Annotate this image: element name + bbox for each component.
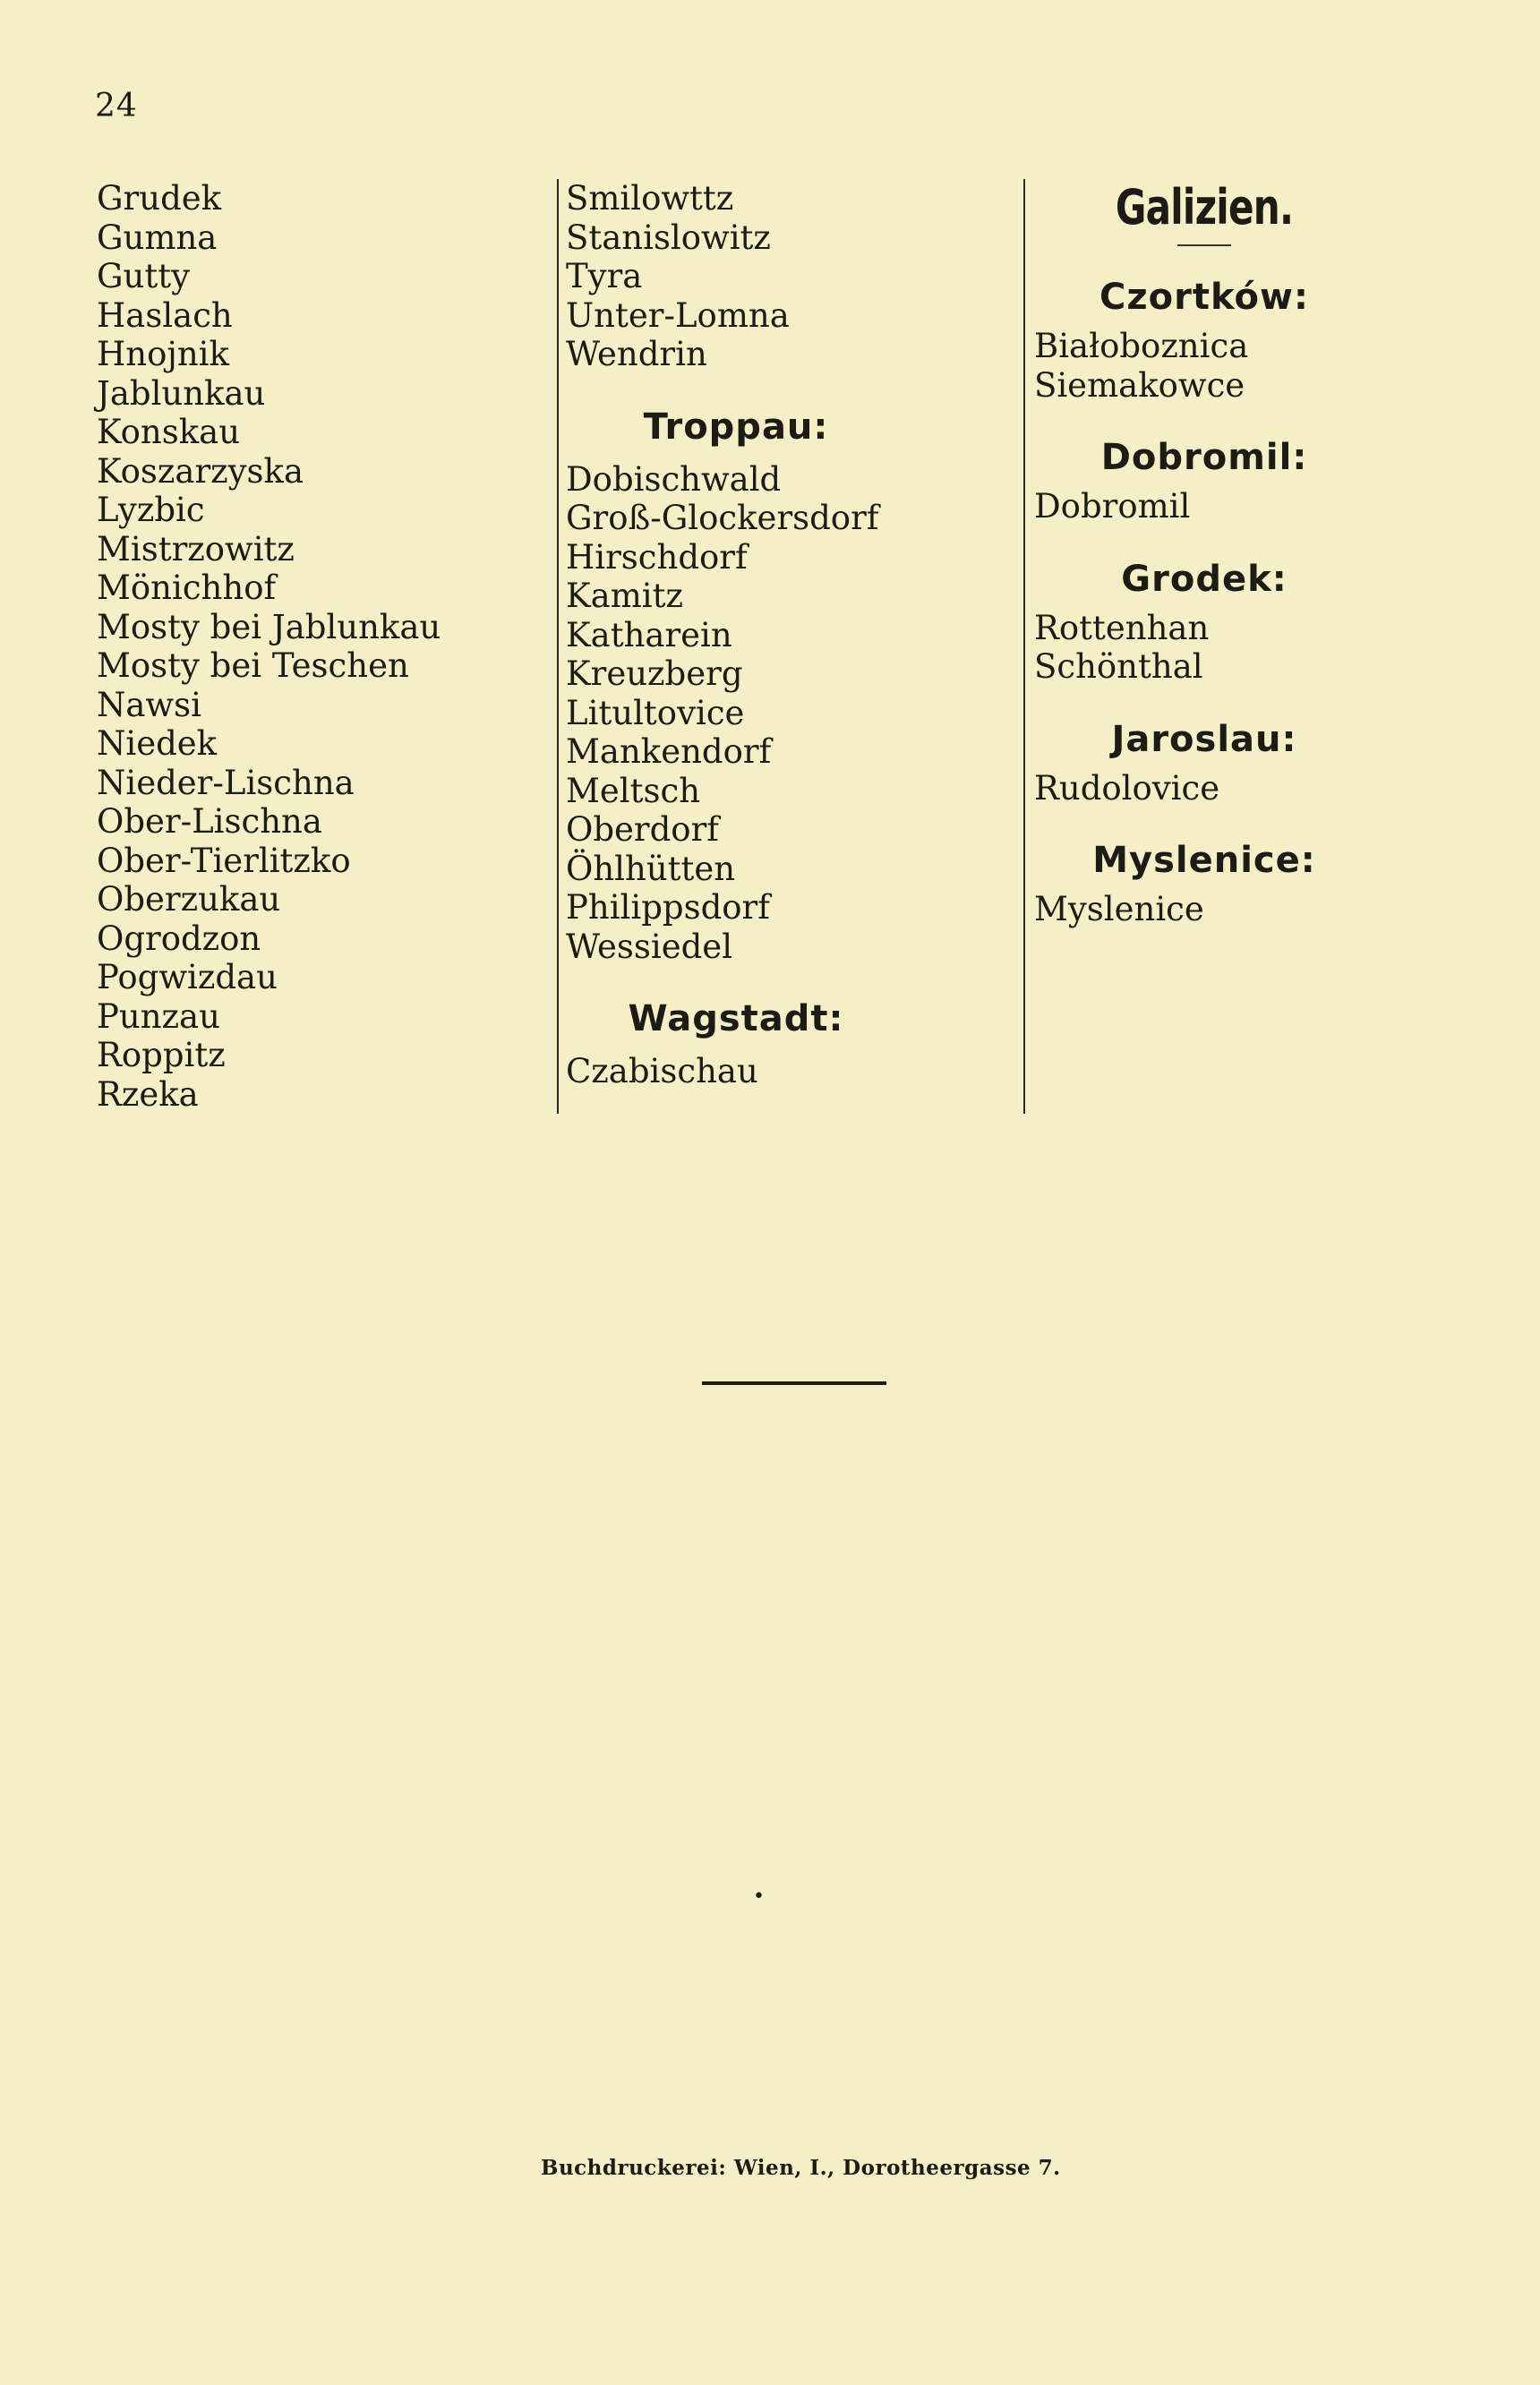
list-item: Meltsch xyxy=(566,771,701,810)
list-item: Gutty xyxy=(97,257,191,295)
list-item: Roppitz xyxy=(97,1036,226,1074)
list-item: Ober-Tierlitzko xyxy=(97,841,351,880)
column-1 xyxy=(97,179,544,1114)
column-divider xyxy=(557,179,559,1114)
list-item: Litultovice xyxy=(566,693,745,732)
district-heading: Jaroslau: xyxy=(1111,718,1297,760)
list-item: Oberzukau xyxy=(97,880,281,919)
list-item: Mistrzowitz xyxy=(97,529,295,568)
list-item: Grudek xyxy=(97,179,222,218)
place-list xyxy=(1034,609,1464,687)
list-item: Myslenice xyxy=(1034,890,1204,928)
list-item: Wessiedel xyxy=(566,927,733,966)
place-list xyxy=(566,460,1014,967)
district-heading: Wagstadt: xyxy=(628,998,844,1039)
list-item: Smilowttz xyxy=(566,179,734,218)
printer-imprint: Buchdruckerei: Wien, I., Dorotheergasse 7. xyxy=(541,2156,1061,2180)
list-item: Groß-Glockersdorf xyxy=(566,499,879,537)
place-list xyxy=(97,179,544,1114)
list-item: Rzeka xyxy=(97,1074,199,1114)
district-group xyxy=(1034,840,1464,929)
district-heading: Dobromil: xyxy=(1100,437,1308,478)
place-list xyxy=(566,179,1014,374)
list-item: Czabischau xyxy=(566,1052,758,1090)
list-item: Haslach xyxy=(97,295,233,335)
page-number: 24 xyxy=(95,88,138,124)
list-item: Jablunkau xyxy=(97,373,266,413)
list-item: Siemakowce xyxy=(1034,365,1245,405)
district-heading: Troppau: xyxy=(643,406,829,448)
list-item: Gumna xyxy=(97,218,218,257)
district-heading: Czortków: xyxy=(1099,277,1309,318)
list-item: Hnojnik xyxy=(97,335,229,373)
list-item: Mosty bei Jablunkau xyxy=(97,607,441,646)
list-item: Punzau xyxy=(97,996,220,1036)
list-item: Tyra xyxy=(566,257,643,295)
ink-spot-icon: • xyxy=(753,1885,765,1908)
heading-dash xyxy=(1177,244,1231,246)
list-item: Oberdorf xyxy=(566,810,719,849)
place-list xyxy=(1034,769,1464,808)
list-item: Rudolovice xyxy=(1034,768,1220,808)
list-item: Pogwizdau xyxy=(97,958,278,996)
list-item: Mosty bei Teschen xyxy=(97,646,409,685)
list-item: Nieder-Lischna xyxy=(97,763,355,802)
place-list xyxy=(1034,327,1464,405)
list-item: Unter-Lomna xyxy=(566,295,790,335)
list-item: Mankendorf xyxy=(566,732,772,771)
place-list xyxy=(1034,890,1464,929)
list-item: Mönichhof xyxy=(97,568,277,607)
list-item: Schönthal xyxy=(1034,647,1203,686)
list-item: Katharein xyxy=(566,615,732,654)
list-item: Dobromil xyxy=(1034,487,1191,526)
district-group xyxy=(1034,437,1464,526)
list-item: Konskau xyxy=(97,413,241,451)
list-item: Niedek xyxy=(97,724,218,763)
list-item: Hirschdorf xyxy=(566,537,748,577)
country-heading: Galizien. xyxy=(1115,179,1294,235)
list-item: Lyzbic xyxy=(97,491,205,529)
list-item: Nawsi xyxy=(97,685,201,724)
district-heading: Grodek: xyxy=(1121,558,1288,600)
column-2 xyxy=(566,179,1014,1091)
list-item: Koszarzyska xyxy=(97,451,304,491)
district-group xyxy=(1034,719,1464,808)
list-item: Öhlhütten xyxy=(566,849,736,888)
list-item: Stanislowitz xyxy=(566,218,771,257)
list-item: Kamitz xyxy=(566,577,683,615)
list-item: Philippsdorf xyxy=(566,888,770,927)
place-list xyxy=(566,1052,1014,1091)
list-item: Kreuzberg xyxy=(566,654,743,693)
list-item: Białoboznica xyxy=(1034,327,1249,365)
district-heading: Myslenice: xyxy=(1092,840,1316,881)
list-item: Ober-Lischna xyxy=(97,802,322,841)
district-group xyxy=(1034,277,1464,405)
place-list xyxy=(1034,487,1464,526)
column-divider xyxy=(1023,179,1025,1114)
district-group xyxy=(1034,559,1464,687)
column-3 xyxy=(1034,179,1464,962)
list-item: Wendrin xyxy=(566,335,707,373)
list-item: Ogrodzon xyxy=(97,919,261,958)
list-item: Dobischwald xyxy=(566,459,782,499)
list-item: Rottenhan xyxy=(1034,608,1210,647)
end-rule xyxy=(702,1381,886,1385)
